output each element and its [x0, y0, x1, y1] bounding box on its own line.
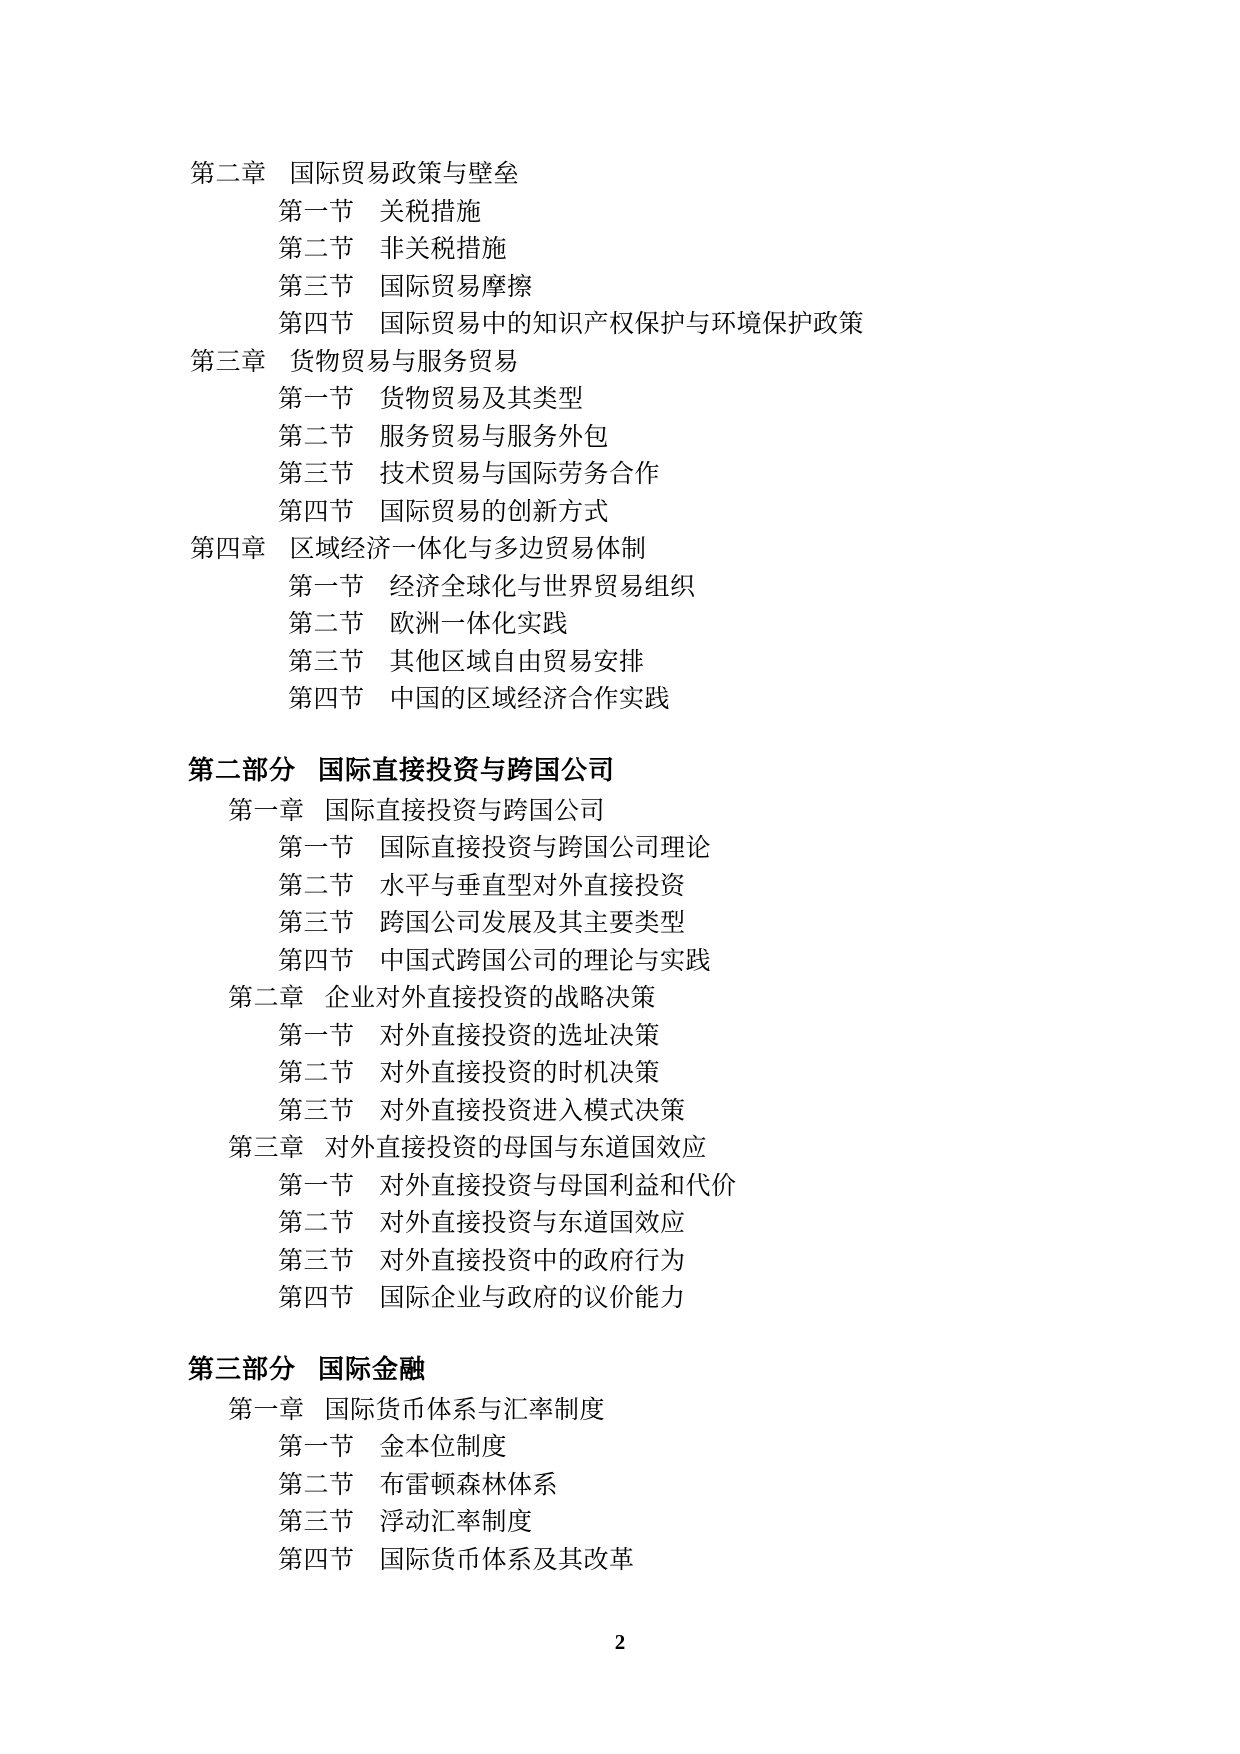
section-line	[278, 943, 1240, 981]
section-line	[278, 306, 1240, 344]
line-title: 国际企业与政府的议价能力	[379, 1285, 686, 1312]
section-line	[288, 644, 1240, 682]
line-label: 第四节	[278, 498, 355, 526]
part-heading-line	[188, 1348, 1240, 1392]
line-label: 第三节	[278, 273, 355, 301]
section-line	[278, 1504, 1240, 1542]
line-title: 企业对外直接投资的战略决策	[324, 985, 657, 1012]
line-label: 第二节	[278, 1471, 355, 1499]
line-label: 第四节	[278, 947, 355, 975]
line-title: 区域经济一体化与多边贸易体制	[289, 536, 647, 563]
line-label: 第二节	[288, 611, 365, 638]
line-label: 第三章	[228, 1135, 305, 1162]
line-label: 第二节	[278, 1210, 355, 1237]
line-title: 对外直接投资中的政府行为	[379, 1247, 686, 1275]
line-label: 第二章	[190, 161, 267, 188]
line-title: 国际贸易摩擦	[379, 273, 533, 301]
section-line	[278, 494, 1240, 532]
section-line	[288, 569, 1240, 607]
line-title: 技术贸易与国际劳务合作	[379, 461, 661, 488]
chapter-line	[190, 156, 1240, 194]
section-line	[288, 606, 1240, 644]
chapter-line	[190, 344, 1240, 382]
line-label: 第三节	[278, 1247, 355, 1275]
line-title: 中国式跨国公司的理论与实践	[379, 947, 712, 975]
line-title: 经济全球化与世界贸易组织	[389, 573, 696, 601]
line-title: 货物贸易与服务贸易	[289, 348, 520, 376]
line-title: 国际直接投资与跨国公司	[324, 797, 606, 825]
line-title: 布雷顿森林体系	[379, 1471, 559, 1499]
line-label: 第二节	[278, 236, 355, 263]
line-title: 国际货币体系及其改革	[379, 1546, 635, 1574]
section-line	[278, 231, 1240, 269]
line-title: 国际贸易政策与壁垒	[289, 161, 520, 188]
line-title: 对外直接投资与东道国效应	[379, 1210, 686, 1237]
line-label: 第一节	[278, 1172, 355, 1200]
section-line	[278, 1055, 1240, 1093]
section-line	[278, 1093, 1240, 1131]
section-line	[288, 681, 1240, 719]
line-label: 第二节	[278, 1060, 355, 1087]
line-title: 其他区域自由贸易安排	[389, 648, 645, 676]
chapter-line	[228, 793, 1240, 831]
line-title: 浮动汇率制度	[379, 1509, 533, 1536]
line-title: 服务贸易与服务外包	[379, 423, 610, 451]
line-label: 第二部分	[188, 755, 297, 785]
line-label: 第一节	[278, 386, 355, 413]
line-title: 金本位制度	[379, 1434, 508, 1461]
line-label: 第二节	[278, 423, 355, 451]
section-line	[278, 1467, 1240, 1505]
line-label: 第四节	[278, 1546, 355, 1574]
line-title: 对外直接投资的时机决策	[379, 1060, 661, 1087]
section-line	[278, 269, 1240, 307]
section-line	[278, 1205, 1240, 1243]
line-label: 第三节	[288, 648, 365, 676]
line-label: 第一节	[288, 573, 365, 601]
section-line	[278, 381, 1240, 419]
line-title: 欧洲一体化实践	[389, 611, 569, 638]
line-title: 对外直接投资与母国利益和代价	[379, 1172, 737, 1200]
section-line	[278, 456, 1240, 494]
section-line	[278, 1243, 1240, 1281]
section-line	[278, 194, 1240, 232]
chapter-line	[190, 531, 1240, 569]
line-label: 第一节	[278, 1022, 355, 1050]
line-title: 国际直接投资与跨国公司	[318, 755, 616, 785]
line-label: 第四节	[288, 686, 365, 713]
line-label: 第一节	[278, 198, 355, 226]
line-title: 国际金融	[318, 1354, 427, 1384]
line-title: 国际贸易的创新方式	[379, 498, 610, 526]
line-title: 国际直接投资与跨国公司理论	[379, 835, 712, 862]
section-line	[278, 868, 1240, 906]
line-title: 非关税措施	[379, 236, 508, 263]
line-label: 第二节	[278, 872, 355, 900]
line-title: 对外直接投资进入模式决策	[379, 1097, 686, 1125]
page-number: 2	[614, 1630, 626, 1654]
line-label: 第四章	[190, 536, 267, 563]
line-label: 第一节	[278, 835, 355, 862]
line-label: 第二章	[228, 985, 305, 1012]
line-title: 国际货币体系与汇率制度	[324, 1396, 606, 1424]
chapter-line	[228, 1130, 1240, 1168]
line-title: 关税措施	[379, 198, 482, 226]
line-label: 第一节	[278, 1434, 355, 1461]
section-line	[278, 1168, 1240, 1206]
section-line	[278, 905, 1240, 943]
line-label: 第三节	[278, 1097, 355, 1125]
line-title: 中国的区域经济合作实践	[389, 686, 671, 713]
part-heading-line	[188, 749, 1240, 793]
section-line	[278, 1429, 1240, 1467]
line-label: 第四节	[278, 311, 355, 338]
chapter-line	[228, 980, 1240, 1018]
section-line	[278, 1542, 1240, 1580]
section-line	[278, 419, 1240, 457]
section-line	[278, 1018, 1240, 1056]
line-title: 跨国公司发展及其主要类型	[379, 910, 686, 937]
line-label: 第一章	[228, 1396, 305, 1424]
line-label: 第三章	[190, 348, 267, 376]
section-line	[278, 830, 1240, 868]
line-label: 第三节	[278, 1509, 355, 1536]
line-title: 货物贸易及其类型	[379, 386, 584, 413]
line-title: 水平与垂直型对外直接投资	[379, 872, 686, 900]
line-title: 对外直接投资的选址决策	[379, 1022, 661, 1050]
chapter-line	[228, 1392, 1240, 1430]
line-label: 第三部分	[188, 1354, 297, 1384]
line-label: 第四节	[278, 1285, 355, 1312]
line-title: 国际贸易中的知识产权保护与环境保护政策	[379, 311, 865, 338]
line-title: 对外直接投资的母国与东道国效应	[324, 1135, 708, 1162]
line-label: 第一章	[228, 797, 305, 825]
line-label: 第三节	[278, 910, 355, 937]
line-label: 第三节	[278, 461, 355, 488]
section-line	[278, 1280, 1240, 1318]
